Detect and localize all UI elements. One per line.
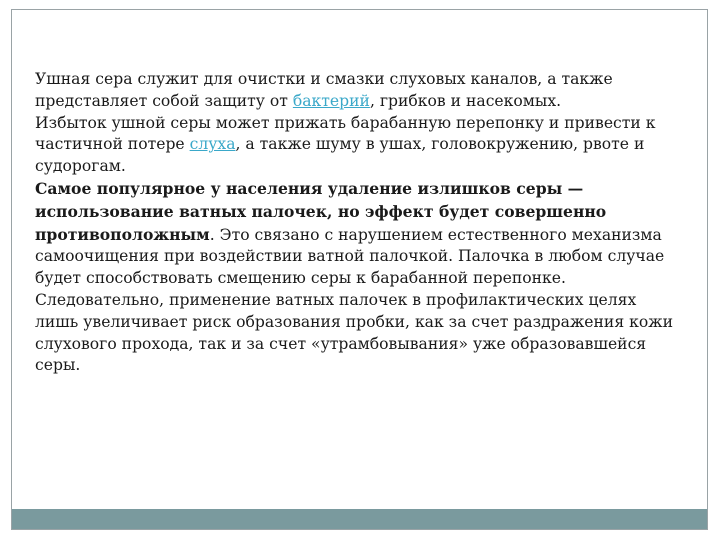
slide-bottom-bar	[12, 509, 707, 529]
link-hearing[interactable]: слуха	[189, 135, 236, 154]
paragraph1-text-start: Ушная сера служит для очистки и смазки слуховых каналов, а также представляет собой защиту от	[35, 70, 613, 110]
slide-text-content	[35, 69, 683, 377]
paragraph2-text-start: Избыток ушной серы может прижать барабанную перепонку и привести к частичной потере	[35, 113, 656, 154]
link-bacteria[interactable]: бактерий	[292, 91, 370, 110]
paragraph-excess-earwax	[35, 113, 683, 178]
paragraph1-text-end: , грибков и насекомых.	[369, 91, 562, 110]
paragraph-earwax-function	[35, 69, 683, 113]
paragraph2-text-end: , а также шуму в ушах, головокружению, рвоте и судорогам.	[35, 135, 645, 176]
paragraph-cotton-swabs	[35, 178, 683, 377]
paragraph3-bold-text: Самое популярное у населения удаление излишков серы — использование ватных палочек, но эффект будет совершенно противоположным	[35, 178, 607, 244]
paragraph3-normal-text: . Это связано с нарушением естественного механизма самоочищения при воздействии ватной палочкой. Палочка в любом случае будет способствовать смещению серы к барабанной перепонке. Следовательно, применение ватных палочек в профилактических целях лишь увеличивает риск образования пробки, как за счет раздражения кожи слухового прохода, так и за счет «утрамбовывания» уже образовавшейся серы.	[35, 225, 673, 375]
